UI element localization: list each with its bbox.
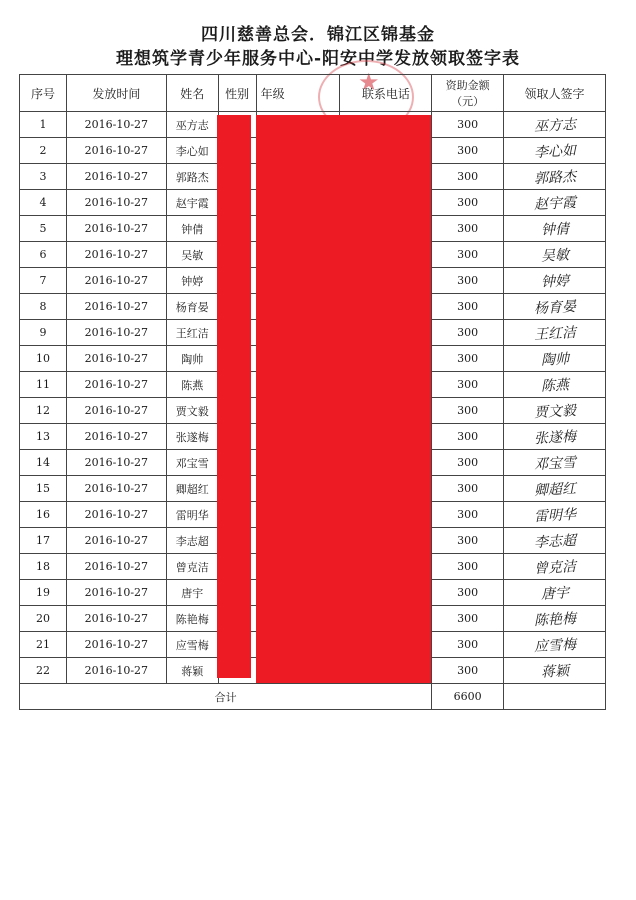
row-date: 2016-10-27 [66, 606, 166, 632]
row-name: 曾克洁 [166, 554, 218, 580]
row-name: 钟倩 [166, 216, 218, 242]
row-amount: 300 [432, 320, 504, 346]
handwritten-signature: 赵宇霞 [533, 194, 577, 213]
row-signature [504, 658, 606, 684]
row-amount: 300 [432, 450, 504, 476]
row-amount: 300 [432, 242, 504, 268]
row-signature [504, 450, 606, 476]
row-seq: 16 [20, 502, 67, 528]
row-date: 2016-10-27 [66, 450, 166, 476]
row-amount: 300 [432, 476, 504, 502]
row-date: 2016-10-27 [66, 632, 166, 658]
row-name: 钟婷 [166, 268, 218, 294]
row-date: 2016-10-27 [66, 294, 166, 320]
row-name: 陈燕 [166, 372, 218, 398]
row-date: 2016-10-27 [66, 138, 166, 164]
row-date: 2016-10-27 [66, 320, 166, 346]
row-signature [504, 528, 606, 554]
row-name: 杨育晏 [166, 294, 218, 320]
handwritten-signature: 蒋颖 [540, 662, 570, 681]
header-amount [432, 75, 504, 112]
row-amount: 300 [432, 268, 504, 294]
row-name: 陈艳梅 [166, 606, 218, 632]
row-date: 2016-10-27 [66, 476, 166, 502]
row-seq: 11 [20, 372, 67, 398]
row-name: 赵宇霞 [166, 190, 218, 216]
redaction-block-gender [217, 115, 251, 678]
handwritten-signature: 王红洁 [533, 324, 577, 343]
redaction-block-grade-phone [256, 115, 431, 683]
row-date: 2016-10-27 [66, 502, 166, 528]
row-signature [504, 398, 606, 424]
row-amount: 300 [432, 138, 504, 164]
header-phone: 联系电话 [340, 75, 432, 112]
row-amount: 300 [432, 554, 504, 580]
row-signature [504, 580, 606, 606]
row-date: 2016-10-27 [66, 112, 166, 138]
handwritten-signature: 钟倩 [540, 220, 570, 239]
row-amount: 300 [432, 164, 504, 190]
header-name: 姓名 [166, 75, 218, 112]
row-amount: 300 [432, 424, 504, 450]
row-date: 2016-10-27 [66, 424, 166, 450]
handwritten-signature: 杨育晏 [533, 298, 577, 317]
row-amount: 300 [432, 216, 504, 242]
row-seq: 7 [20, 268, 67, 294]
row-seq: 2 [20, 138, 67, 164]
row-date: 2016-10-27 [66, 528, 166, 554]
row-name: 雷明华 [166, 502, 218, 528]
row-date: 2016-10-27 [66, 216, 166, 242]
row-date: 2016-10-27 [66, 658, 166, 684]
row-amount: 300 [432, 346, 504, 372]
row-seq: 10 [20, 346, 67, 372]
row-name: 邓宝雪 [166, 450, 218, 476]
row-date: 2016-10-27 [66, 346, 166, 372]
document-title-line2: 理想筑学青少年服务中心-阳安中学发放领取签字表 [115, 49, 521, 69]
row-name: 贾文毅 [166, 398, 218, 424]
handwritten-signature: 陈燕 [540, 376, 570, 395]
row-seq: 21 [20, 632, 67, 658]
handwritten-signature: 邓宝雪 [533, 454, 577, 473]
document-title-line1: 四川慈善总会．锦江区锦基金 [201, 25, 435, 45]
row-seq: 18 [20, 554, 67, 580]
row-seq: 6 [20, 242, 67, 268]
row-signature [504, 164, 606, 190]
row-name: 巫方志 [166, 112, 218, 138]
row-name: 卿超红 [166, 476, 218, 502]
row-signature [504, 190, 606, 216]
header-seq: 序号 [20, 75, 67, 112]
row-amount: 300 [432, 372, 504, 398]
row-seq: 3 [20, 164, 67, 190]
handwritten-signature: 钟婷 [540, 272, 570, 291]
handwritten-signature: 雷明华 [533, 506, 577, 525]
row-amount: 300 [432, 502, 504, 528]
row-date: 2016-10-27 [66, 372, 166, 398]
row-name: 蒋颖 [166, 658, 218, 684]
row-name: 唐宇 [166, 580, 218, 606]
row-amount: 300 [432, 112, 504, 138]
row-date: 2016-10-27 [66, 268, 166, 294]
row-name: 李心如 [166, 138, 218, 164]
header-date: 发放时间 [66, 75, 166, 112]
row-signature [504, 346, 606, 372]
handwritten-signature: 应雪梅 [533, 636, 577, 655]
row-signature [504, 242, 606, 268]
handwritten-signature: 郭路杰 [533, 168, 577, 187]
header-gender: 性别 [218, 75, 256, 112]
row-date: 2016-10-27 [66, 580, 166, 606]
handwritten-signature: 曾克洁 [533, 558, 577, 577]
row-amount: 300 [432, 398, 504, 424]
row-seq: 1 [20, 112, 67, 138]
row-signature [504, 216, 606, 242]
row-signature [504, 294, 606, 320]
header-grade: 年级 [256, 75, 340, 112]
row-name: 王红洁 [166, 320, 218, 346]
row-seq: 12 [20, 398, 67, 424]
handwritten-signature: 张遂梅 [533, 428, 577, 447]
row-seq: 9 [20, 320, 67, 346]
row-seq: 19 [20, 580, 67, 606]
handwritten-signature: 李志超 [533, 532, 577, 551]
row-amount: 300 [432, 528, 504, 554]
row-seq: 13 [20, 424, 67, 450]
row-signature [504, 554, 606, 580]
row-name: 郭路杰 [166, 164, 218, 190]
row-name: 应雪梅 [166, 632, 218, 658]
row-date: 2016-10-27 [66, 190, 166, 216]
row-signature [504, 320, 606, 346]
row-name: 陶帅 [166, 346, 218, 372]
star-icon: ★ [358, 68, 380, 96]
handwritten-signature: 巫方志 [533, 116, 577, 135]
row-date: 2016-10-27 [66, 164, 166, 190]
handwritten-signature: 陶帅 [540, 350, 570, 369]
row-seq: 20 [20, 606, 67, 632]
handwritten-signature: 陈艳梅 [533, 610, 577, 629]
handwritten-signature: 吴敏 [540, 246, 570, 265]
row-signature [504, 502, 606, 528]
row-amount: 300 [432, 632, 504, 658]
total-signature-cell [504, 684, 606, 710]
row-date: 2016-10-27 [66, 242, 166, 268]
row-signature [504, 112, 606, 138]
row-amount: 300 [432, 294, 504, 320]
row-seq: 5 [20, 216, 67, 242]
header-amount-label: 资助金额 [445, 79, 490, 92]
total-label: 合计 [20, 684, 432, 710]
row-signature [504, 372, 606, 398]
row-signature [504, 138, 606, 164]
row-signature [504, 424, 606, 450]
handwritten-signature: 唐宇 [540, 584, 570, 603]
row-seq: 17 [20, 528, 67, 554]
header-amount-unit: （元） [451, 95, 485, 108]
row-seq: 8 [20, 294, 67, 320]
row-signature [504, 268, 606, 294]
row-name: 李志超 [166, 528, 218, 554]
handwritten-signature: 李心如 [533, 142, 577, 161]
row-signature [504, 606, 606, 632]
header-signature: 领取人签字 [504, 75, 606, 112]
row-amount: 300 [432, 606, 504, 632]
handwritten-signature: 卿超红 [533, 480, 577, 499]
table-header-row [20, 75, 606, 112]
row-seq: 15 [20, 476, 67, 502]
row-seq: 4 [20, 190, 67, 216]
row-amount: 300 [432, 190, 504, 216]
handwritten-signature: 贾文毅 [533, 402, 577, 421]
row-name: 张遂梅 [166, 424, 218, 450]
row-amount: 300 [432, 658, 504, 684]
row-name: 吴敏 [166, 242, 218, 268]
row-amount: 300 [432, 580, 504, 606]
row-signature [504, 632, 606, 658]
row-seq: 22 [20, 658, 67, 684]
row-date: 2016-10-27 [66, 554, 166, 580]
row-signature [504, 476, 606, 502]
total-amount: 6600 [432, 684, 504, 710]
row-seq: 14 [20, 450, 67, 476]
row-date: 2016-10-27 [66, 398, 166, 424]
total-row [20, 684, 606, 710]
